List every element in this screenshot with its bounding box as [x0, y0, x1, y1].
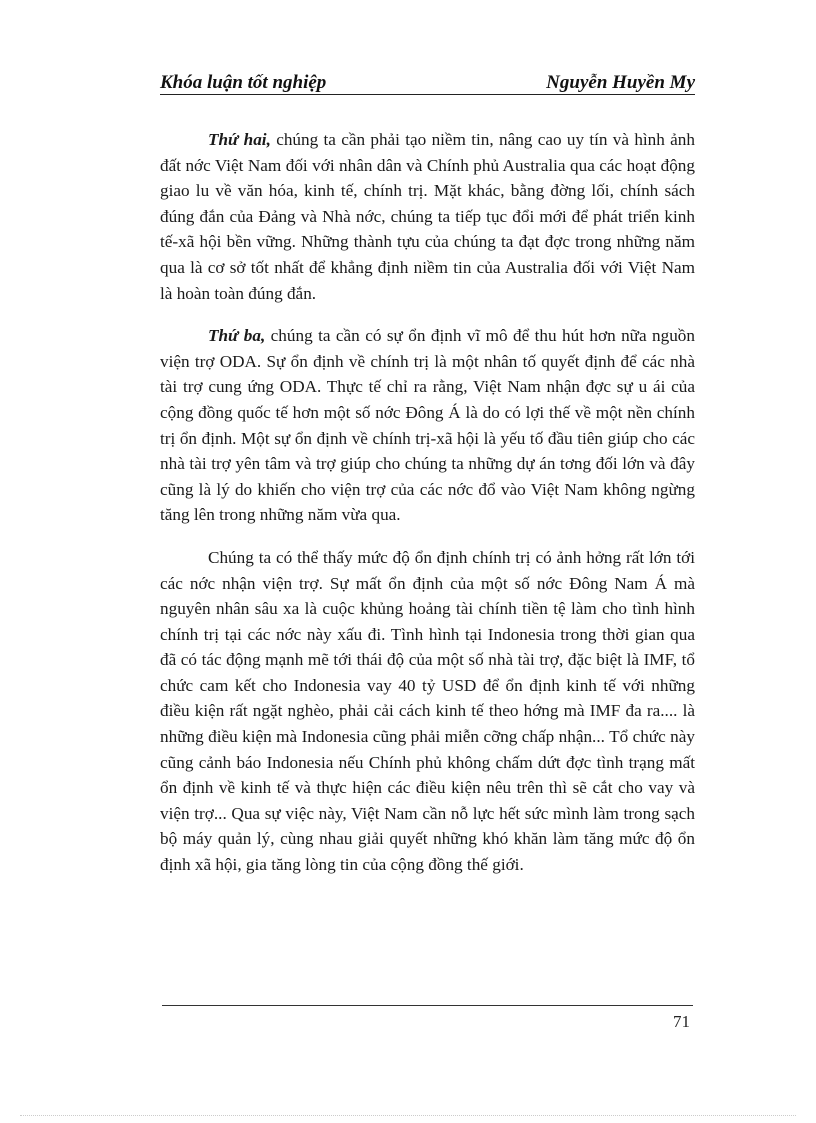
footer-divider [162, 1005, 693, 1006]
paragraph-text: Chúng ta có thể thấy mức độ ổn định chính trị có ảnh hởng rất lớn tới các nớc nhận viện trợ. Sự mất ổn định của một số nớc Đông Nam Á mà nguyên nhân sâu xa là cuộc khủng hoảng tài chính tiền tệ làm cho tình hình chính trị tại các nớc này xấu đi. Tình hình tại Indonesia trong thời gian qua đã có tác động mạnh mẽ tới thái độ của một số nhà tài trợ, đặc biệt là IMF, tổ chức cam kết cho Indonesia vay 40 tỷ USD để ổn định kinh tế với những điều kiện rất ngặt nghèo, phải cải cách kinh tế theo hớng mà IMF đa ra.... là những điều kiện mà Indonesia cũng phải miễn cỡng chấp nhận... Tổ chức này cũng cảnh báo Indonesia nếu Chính phủ không chấm dứt đợc tình trạng mất ổn định về kinh tế và thực hiện các điều kiện nêu trên thì sẽ cắt cho vay và viện trợ... Qua sự việc này, Việt Nam cần nỗ lực hết sức mình làm trong sạch bộ máy quản lý, cùng nhau giải quyết những khó khăn làm tăng mức độ ổn định xã hội, gia tăng lòng tin của cộng đồng thế giới. [160, 547, 695, 875]
paragraph-text: chúng ta cần có sự ổn định vĩ mô để thu hút hơn nữa nguồn viện trợ ODA. Sự ổn định về chính trị là một nhân tố quyết định để các nhà tài trợ cung ứng ODA. Thực tế chỉ ra rằng, Việt Nam nhận đợc sự u ái của cộng đồng quốc tế hơn một số nớc Đông Á là do có lợi thế về một nền chính trị ổn định. Một sự ổn định về chính trị-xã hội là yếu tố đầu tiên giúp cho các nhà tài trợ yên tâm và trợ giúp cho chúng ta những dự án tơng đối lớn và đây cũng là lý do khiến cho viện trợ của các nớc đổ vào Việt Nam không ngừng tăng lên trong những năm vừa qua. [160, 326, 695, 525]
page-header [160, 72, 695, 95]
paragraph-text: chúng ta cần phải tạo niềm tin, nâng cao uy tín và hình ảnh đất nớc Việt Nam đối với nhân dân và Chính phủ Australia qua các hoạt động giao lu về văn hóa, kinh tế, chính trị. Mặt khác, bằng đờng lối, chính sách đúng đắn của Đảng và Nhà nớc, chúng ta tiếp tục đổi mới để phát triển kinh tế-xã hội bền vững. Những thành tựu của chúng ta đạt đợc trong những năm qua là cơ sở tốt nhất để khẳng định niềm tin của Australia đối với Việt Nam là hoàn toàn đúng đắn. [160, 130, 695, 303]
bottom-dotted-border [20, 1115, 796, 1116]
document-body [160, 127, 695, 895]
page-number: 71 [673, 1012, 690, 1031]
header-author-name: Nguyễn Huyền My [546, 72, 695, 93]
paragraph-thu-ba [160, 323, 695, 528]
paragraph-lead: Thứ ba, [208, 326, 266, 346]
paragraph-thu-hai [160, 127, 695, 306]
header-thesis-title: Khóa luận tốt nghiệp [160, 72, 327, 93]
paragraph-political-stability [160, 545, 695, 878]
paragraph-lead: Thứ hai, [208, 130, 271, 149]
